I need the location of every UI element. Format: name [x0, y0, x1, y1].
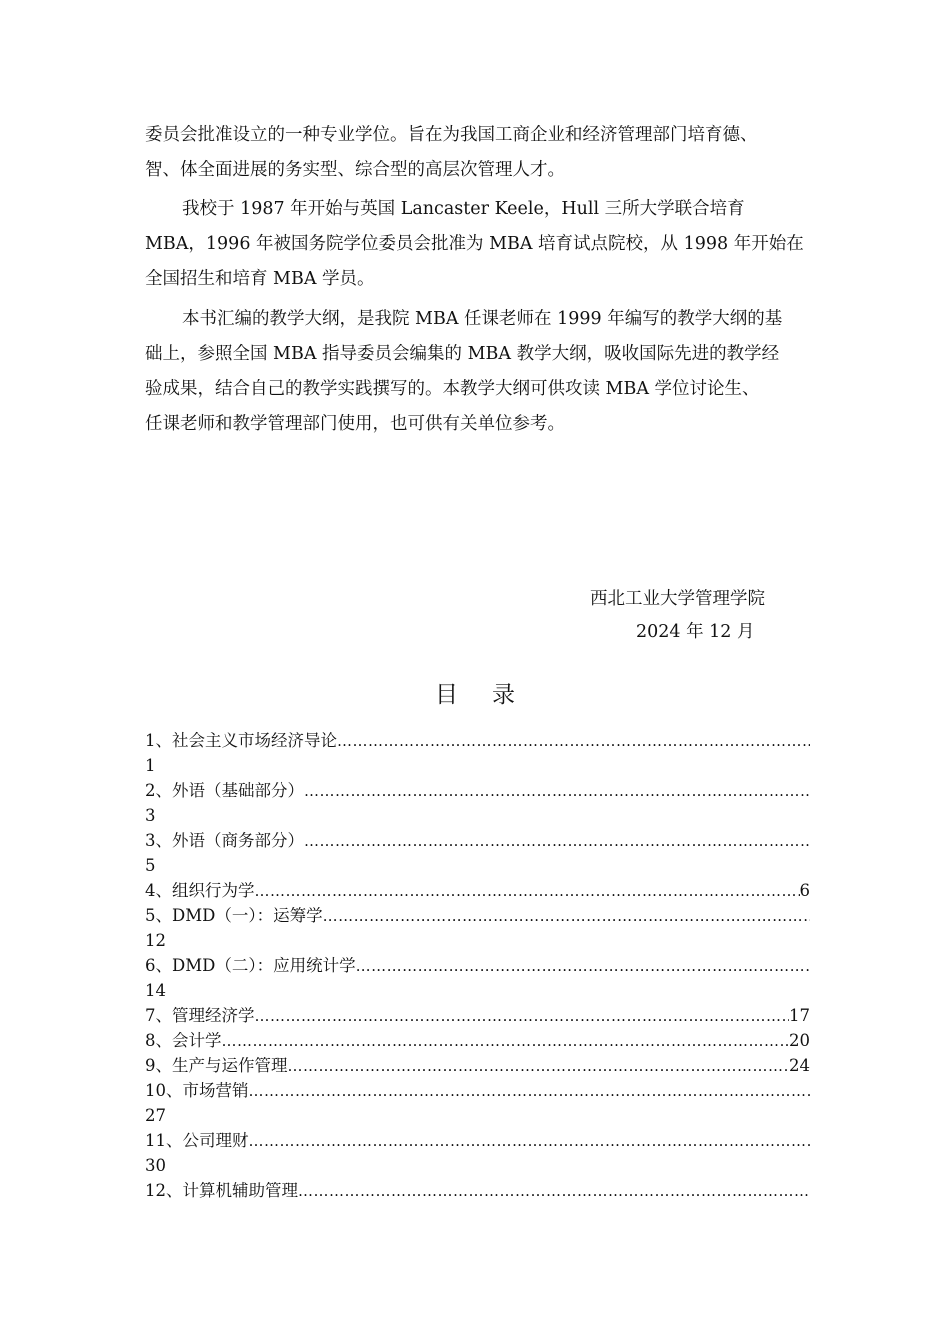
toc-entry-page: 17 [789, 1006, 810, 1025]
toc-leader-dots [288, 1054, 790, 1079]
toc-row [145, 1028, 810, 1053]
toc-row [145, 1178, 810, 1203]
toc-entry[interactable] [145, 1128, 810, 1178]
toc-leader-dots [356, 954, 810, 979]
toc-entry-page: 24 [789, 1056, 810, 1075]
toc-entry-label: 10、市场营销 [145, 1081, 249, 1100]
paragraph-line: 全国招生和培育 MBA 学员。 [145, 269, 375, 289]
intro-paragraph-2 [145, 192, 810, 297]
toc-entry[interactable] [145, 1053, 810, 1078]
paragraph-line: 我校于 1987 年开始与英国 Lancaster Keele，Hull 三所大学联合培育 [182, 199, 745, 219]
toc-entry[interactable] [145, 1028, 810, 1053]
toc-entry-page: 1 [145, 756, 156, 775]
toc-row [145, 903, 810, 928]
intro-paragraph-3 [145, 302, 810, 442]
paragraph-line: 础上，参照全国 MBA 指导委员会编集的 MBA 教学大纲，吸收国际先进的教学经 [145, 344, 780, 364]
toc-entry-label: 5、DMD（一）：运筹学 [145, 906, 323, 925]
toc-leader-dots [337, 729, 810, 754]
toc-leader-dots [249, 1079, 811, 1104]
toc-entry-page: 20 [789, 1031, 810, 1050]
signature-organization: 西北工业大学管理学院 [590, 589, 765, 609]
paragraph-line: 委员会批准设立的一种专业学位。旨在为我国工商企业和经济管理部门培育德、 [145, 125, 758, 145]
toc-entry-label: 7、管理经济学 [145, 1006, 255, 1025]
toc-row [145, 778, 810, 803]
toc-entry-label: 12、计算机辅助管理 [145, 1181, 298, 1200]
table-of-contents [145, 728, 810, 1203]
toc-entry-label: 8、会计学 [145, 1031, 222, 1050]
toc-leader-dots [323, 904, 810, 929]
toc-title: 目录 [435, 682, 549, 708]
toc-entry-label: 9、生产与运作管理 [145, 1056, 288, 1075]
toc-leader-dots [304, 779, 810, 804]
toc-entry[interactable] [145, 728, 810, 778]
toc-row [145, 1053, 810, 1078]
paragraph-line: 本书汇编的教学大纲，是我院 MBA 任课老师在 1999 年编写的教学大纲的基 [182, 309, 783, 329]
toc-row [145, 1003, 810, 1028]
toc-entry[interactable] [145, 953, 810, 1003]
paragraph-line: MBA，1996 年被国务院学位委员会批准为 MBA 培育试点院校，从 1998 年开始在 [145, 234, 804, 254]
toc-entry-label: 4、组织行为学 [145, 881, 255, 900]
toc-entry-label: 2、外语（基础部分） [145, 781, 304, 800]
toc-entry-label: 6、DMD（二）：应用统计学 [145, 956, 356, 975]
toc-row [145, 828, 810, 853]
toc-leader-dots [255, 879, 800, 904]
toc-entry[interactable] [145, 878, 810, 903]
toc-leader-dots [249, 1129, 811, 1154]
toc-entry-label: 1、社会主义市场经济导论 [145, 731, 337, 750]
paragraph-line: 验成果，结合自己的教学实践撰写的。本教学大纲可供攻读 MBA 学位讨论生、 [145, 379, 760, 399]
toc-entry-label: 3、外语（商务部分） [145, 831, 304, 850]
toc-entry-label: 11、公司理财 [145, 1131, 249, 1150]
toc-entry-page: 14 [145, 981, 166, 1000]
toc-leader-dots [255, 1004, 790, 1029]
toc-entry-page: 12 [145, 931, 166, 950]
toc-entry-page: 3 [145, 806, 156, 825]
toc-entry-page: 30 [145, 1156, 166, 1175]
toc-entry[interactable] [145, 1003, 810, 1028]
toc-entry[interactable] [145, 828, 810, 878]
toc-entry-page: 6 [799, 881, 810, 900]
paragraph-line: 智、体全面进展的务实型、综合型的高层次管理人才。 [145, 160, 565, 180]
toc-entry[interactable] [145, 1178, 810, 1203]
toc-row [145, 1078, 810, 1103]
paragraph-line: 任课老师和教学管理部门使用，也可供有关单位参考。 [145, 414, 565, 434]
toc-leader-dots [222, 1029, 790, 1054]
toc-leader-dots [298, 1179, 810, 1204]
toc-leader-dots [304, 829, 810, 854]
intro-paragraph-1 [145, 118, 810, 188]
toc-entry-page: 5 [145, 856, 156, 875]
toc-entry-page: 27 [145, 1106, 166, 1125]
toc-entry[interactable] [145, 1078, 810, 1128]
toc-entry[interactable] [145, 903, 810, 953]
toc-entry[interactable] [145, 778, 810, 828]
toc-row [145, 1128, 810, 1153]
toc-row [145, 953, 810, 978]
signature-date: 2024 年 12 月 [636, 622, 755, 642]
toc-row [145, 728, 810, 753]
toc-row [145, 878, 810, 903]
